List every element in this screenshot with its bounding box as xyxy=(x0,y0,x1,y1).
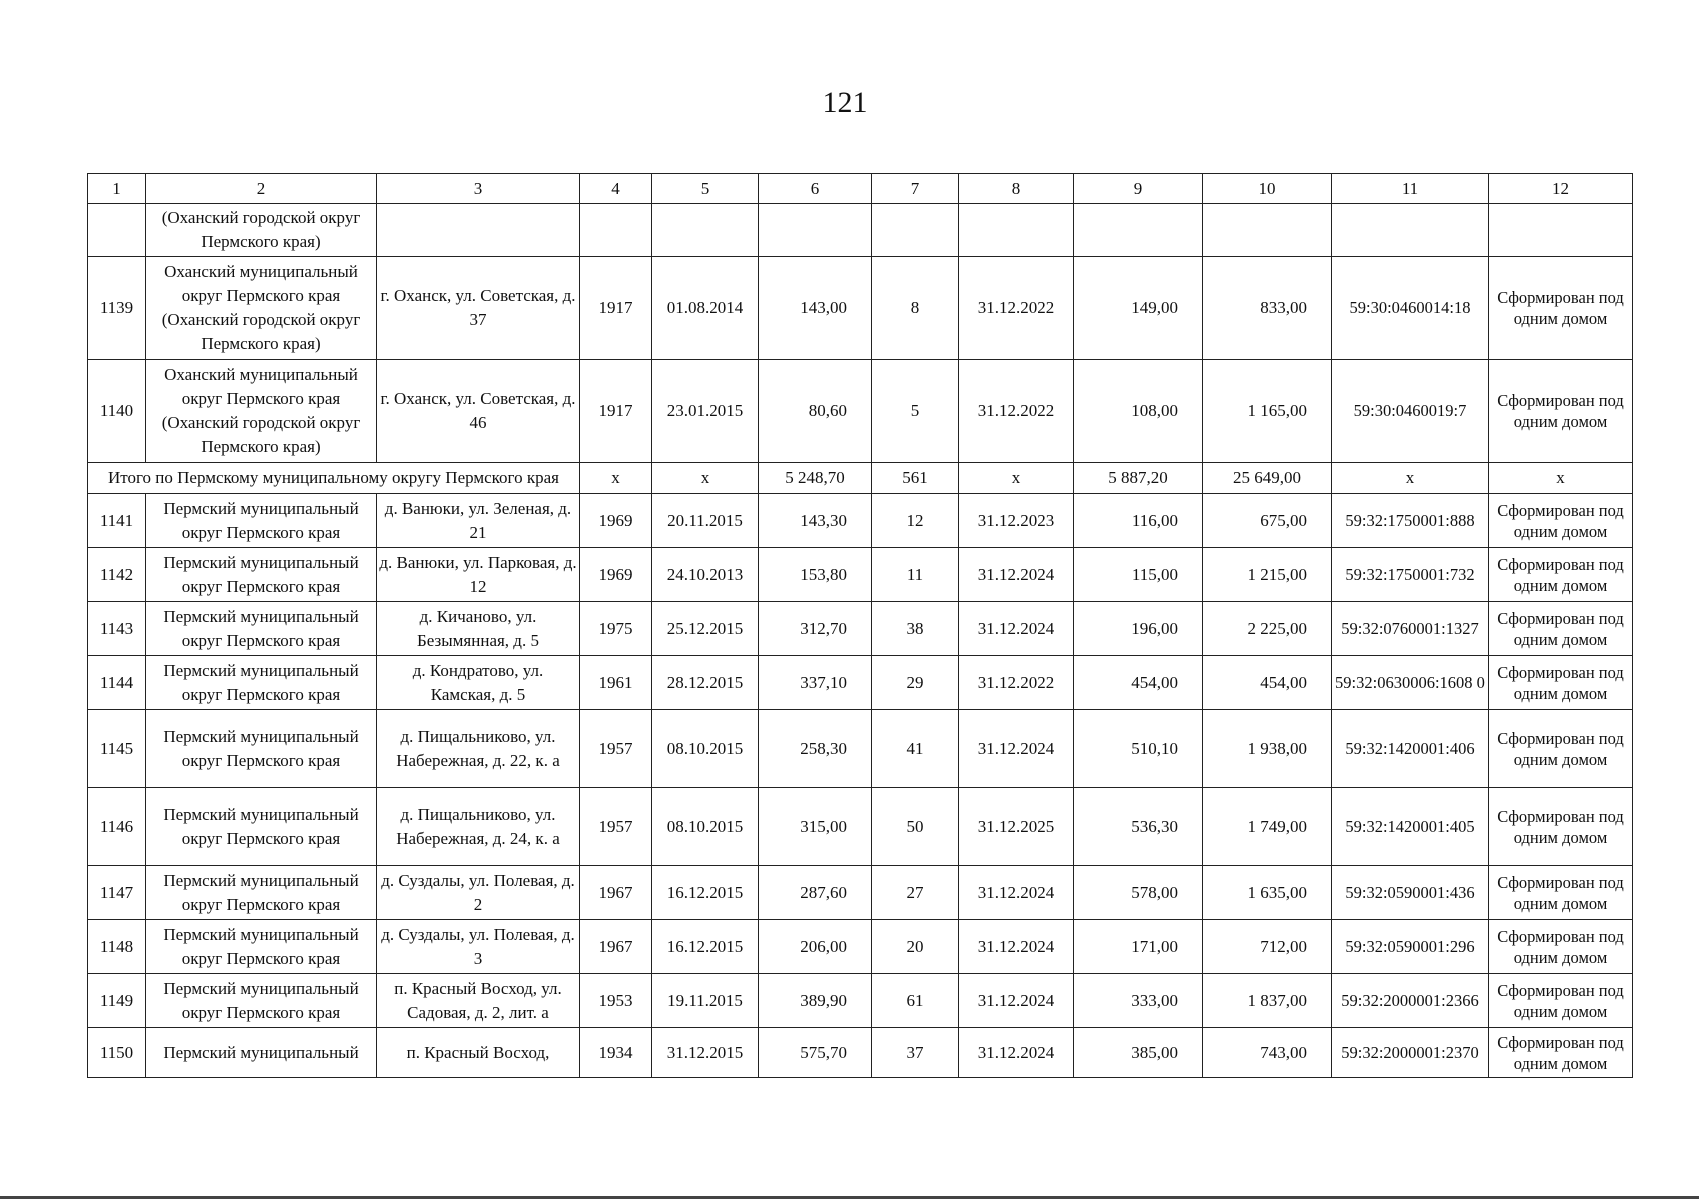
col9-cell: 510,10 xyxy=(1074,710,1203,788)
cadastre-cell: 59:30:0460019:7 xyxy=(1332,360,1489,463)
date-cell: 08.10.2015 xyxy=(652,788,759,866)
col9-cell: 171,00 xyxy=(1074,920,1203,974)
area-cell: 315,00 xyxy=(759,788,872,866)
header-cell: 2 xyxy=(146,174,377,204)
year-cell: 1934 xyxy=(580,1028,652,1078)
status-cell: Сформирован под одним домом xyxy=(1489,974,1633,1028)
owner-cell: Пермский муниципальный округ Пермского края xyxy=(146,602,377,656)
cadastre-cell: 59:32:1420001:405 xyxy=(1332,788,1489,866)
residents-cell: 38 xyxy=(872,602,959,656)
header-cell: 1 xyxy=(88,174,146,204)
row-number-cell: 1143 xyxy=(88,602,146,656)
cadastre-cell: 59:32:2000001:2370 xyxy=(1332,1028,1489,1078)
residents-cell: 11 xyxy=(872,548,959,602)
status-cell: Сформирован под одним домом xyxy=(1489,494,1633,548)
date-cell: 19.11.2015 xyxy=(652,974,759,1028)
total-cell: x xyxy=(1332,463,1489,494)
deadline-cell: 31.12.2024 xyxy=(959,710,1074,788)
header-cell: 3 xyxy=(377,174,580,204)
continuation-row xyxy=(88,204,1633,257)
header-cell: 6 xyxy=(759,174,872,204)
cadastre-cell: 59:32:1420001:406 xyxy=(1332,710,1489,788)
year-cell: 1967 xyxy=(580,920,652,974)
total-label: Итого по Пермскому муниципальному округу Пермского края xyxy=(88,463,580,494)
col9-cell: 454,00 xyxy=(1074,656,1203,710)
status-cell: Сформирован под одним домом xyxy=(1489,656,1633,710)
area-cell: 143,30 xyxy=(759,494,872,548)
col10-cell: 1 635,00 xyxy=(1203,866,1332,920)
header-cell: 9 xyxy=(1074,174,1203,204)
area-cell: 153,80 xyxy=(759,548,872,602)
area-cell: 80,60 xyxy=(759,360,872,463)
col10-cell: 1 837,00 xyxy=(1203,974,1332,1028)
address-cell: п. Красный Восход, ул. Садовая, д. 2, лит. а xyxy=(377,974,580,1028)
col10-cell: 454,00 xyxy=(1203,656,1332,710)
col9-cell: 385,00 xyxy=(1074,1028,1203,1078)
col10-cell: 1 165,00 xyxy=(1203,360,1332,463)
col9-cell: 108,00 xyxy=(1074,360,1203,463)
date-cell: 20.11.2015 xyxy=(652,494,759,548)
area-cell: 337,10 xyxy=(759,656,872,710)
cell-empty xyxy=(580,204,652,257)
row-number-cell: 1139 xyxy=(88,257,146,360)
table-row xyxy=(88,1028,1633,1078)
area-cell: 575,70 xyxy=(759,1028,872,1078)
cadastre-cell: 59:32:0590001:436 xyxy=(1332,866,1489,920)
residents-cell: 20 xyxy=(872,920,959,974)
cell-empty xyxy=(959,204,1074,257)
total-cell: x xyxy=(959,463,1074,494)
address-cell: д. Ванюки, ул. Парковая, д. 12 xyxy=(377,548,580,602)
col10-cell: 1 215,00 xyxy=(1203,548,1332,602)
address-cell: д. Суздалы, ул. Полевая, д. 2 xyxy=(377,866,580,920)
table-row xyxy=(88,866,1633,920)
cadastre-cell: 59:32:2000001:2366 xyxy=(1332,974,1489,1028)
cell-empty xyxy=(1074,204,1203,257)
row-number-cell: 1148 xyxy=(88,920,146,974)
scan-border-line xyxy=(0,1196,1699,1199)
year-cell: 1967 xyxy=(580,866,652,920)
total-cell: x xyxy=(1489,463,1633,494)
status-cell: Сформирован под одним домом xyxy=(1489,548,1633,602)
cadastre-cell: 59:32:1750001:732 xyxy=(1332,548,1489,602)
deadline-cell: 31.12.2024 xyxy=(959,1028,1074,1078)
year-cell: 1969 xyxy=(580,548,652,602)
col10-cell: 833,00 xyxy=(1203,257,1332,360)
row-number-cell: 1146 xyxy=(88,788,146,866)
col10-cell: 743,00 xyxy=(1203,1028,1332,1078)
col9-cell: 149,00 xyxy=(1074,257,1203,360)
row-number-cell: 1150 xyxy=(88,1028,146,1078)
table-row xyxy=(88,602,1633,656)
cell-empty xyxy=(1332,204,1489,257)
date-cell: 01.08.2014 xyxy=(652,257,759,360)
residents-cell: 5 xyxy=(872,360,959,463)
total-cell: 25 649,00 xyxy=(1203,463,1332,494)
owner-cell: Оханский муниципальный округ Пермского края (Оханский городской округ Пермского края) xyxy=(146,257,377,360)
owner-cell: Пермский муниципальный округ Пермского края xyxy=(146,974,377,1028)
col9-cell: 333,00 xyxy=(1074,974,1203,1028)
date-cell: 31.12.2015 xyxy=(652,1028,759,1078)
col9-cell: 536,30 xyxy=(1074,788,1203,866)
residents-cell: 27 xyxy=(872,866,959,920)
col9-cell: 115,00 xyxy=(1074,548,1203,602)
area-cell: 143,00 xyxy=(759,257,872,360)
table-row xyxy=(88,494,1633,548)
cell-empty xyxy=(1489,204,1633,257)
area-cell: 312,70 xyxy=(759,602,872,656)
owner-cell: Пермский муниципальный округ Пермского края xyxy=(146,788,377,866)
cadastre-cell: 59:32:0630006:1608 0 xyxy=(1332,656,1489,710)
total-cell: 561 xyxy=(872,463,959,494)
cadastre-cell: 59:32:0760001:1327 xyxy=(1332,602,1489,656)
table-row xyxy=(88,360,1633,463)
year-cell: 1975 xyxy=(580,602,652,656)
deadline-cell: 31.12.2024 xyxy=(959,602,1074,656)
row-number-cell: 1149 xyxy=(88,974,146,1028)
status-cell: Сформирован под одним домом xyxy=(1489,602,1633,656)
status-cell: Сформирован под одним домом xyxy=(1489,710,1633,788)
cell-empty xyxy=(377,204,580,257)
col10-cell: 1 749,00 xyxy=(1203,788,1332,866)
deadline-cell: 31.12.2025 xyxy=(959,788,1074,866)
table-row xyxy=(88,257,1633,360)
table-row xyxy=(88,710,1633,788)
residents-cell: 37 xyxy=(872,1028,959,1078)
year-cell: 1969 xyxy=(580,494,652,548)
residents-cell: 41 xyxy=(872,710,959,788)
header-cell: 12 xyxy=(1489,174,1633,204)
status-cell: Сформирован под одним домом xyxy=(1489,788,1633,866)
status-cell: Сформирован под одним домом xyxy=(1489,920,1633,974)
residents-cell: 8 xyxy=(872,257,959,360)
deadline-cell: 31.12.2024 xyxy=(959,866,1074,920)
total-cell: 5 248,70 xyxy=(759,463,872,494)
cell-empty xyxy=(1203,204,1332,257)
owner-cell: Пермский муниципальный округ Пермского края xyxy=(146,656,377,710)
address-cell: г. Оханск, ул. Советская, д. 37 xyxy=(377,257,580,360)
total-cell: x xyxy=(652,463,759,494)
col9-cell: 196,00 xyxy=(1074,602,1203,656)
total-row xyxy=(88,463,1633,494)
residents-cell: 12 xyxy=(872,494,959,548)
year-cell: 1957 xyxy=(580,710,652,788)
header-cell: 11 xyxy=(1332,174,1489,204)
status-cell: Сформирован под одним домом xyxy=(1489,360,1633,463)
date-cell: 16.12.2015 xyxy=(652,866,759,920)
header-cell: 8 xyxy=(959,174,1074,204)
year-cell: 1957 xyxy=(580,788,652,866)
total-cell: 5 887,20 xyxy=(1074,463,1203,494)
owner-cell: Пермский муниципальный xyxy=(146,1028,377,1078)
cadastre-cell: 59:32:0590001:296 xyxy=(1332,920,1489,974)
owner-cell: Пермский муниципальный округ Пермского края xyxy=(146,548,377,602)
date-cell: 23.01.2015 xyxy=(652,360,759,463)
col9-cell: 116,00 xyxy=(1074,494,1203,548)
deadline-cell: 31.12.2022 xyxy=(959,656,1074,710)
row-number-cell: 1141 xyxy=(88,494,146,548)
col10-cell: 2 225,00 xyxy=(1203,602,1332,656)
col10-cell: 712,00 xyxy=(1203,920,1332,974)
address-cell: д. Кичаново, ул. Безымянная, д. 5 xyxy=(377,602,580,656)
deadline-cell: 31.12.2024 xyxy=(959,974,1074,1028)
deadline-cell: 31.12.2022 xyxy=(959,257,1074,360)
owner-cell: Пермский муниципальный округ Пермского края xyxy=(146,920,377,974)
total-cell: x xyxy=(580,463,652,494)
header-row xyxy=(88,174,1633,204)
address-cell: д. Пищальниково, ул. Набережная, д. 22, к. а xyxy=(377,710,580,788)
year-cell: 1961 xyxy=(580,656,652,710)
address-cell: д. Суздалы, ул. Полевая, д. 3 xyxy=(377,920,580,974)
residents-cell: 29 xyxy=(872,656,959,710)
area-cell: 206,00 xyxy=(759,920,872,974)
col9-cell: 578,00 xyxy=(1074,866,1203,920)
status-cell: Сформирован под одним домом xyxy=(1489,257,1633,360)
table-row xyxy=(88,656,1633,710)
row-number-cell: 1144 xyxy=(88,656,146,710)
cell-empty xyxy=(872,204,959,257)
residents-cell: 61 xyxy=(872,974,959,1028)
table-row xyxy=(88,788,1633,866)
row-number-cell: 1140 xyxy=(88,360,146,463)
owner-cell: Пермский муниципальный округ Пермского края xyxy=(146,710,377,788)
row-number-cell: 1142 xyxy=(88,548,146,602)
row-number-cell: 1147 xyxy=(88,866,146,920)
status-cell: Сформирован под одним домом xyxy=(1489,866,1633,920)
table-row xyxy=(88,548,1633,602)
area-cell: 258,30 xyxy=(759,710,872,788)
address-cell: д. Кондратово, ул. Камская, д. 5 xyxy=(377,656,580,710)
deadline-cell: 31.12.2024 xyxy=(959,548,1074,602)
address-cell: д. Пищальниково, ул. Набережная, д. 24, к. а xyxy=(377,788,580,866)
owner-cell: (Оханский городской округ Пермского края) xyxy=(146,204,377,257)
owner-cell: Пермский муниципальный округ Пермского края xyxy=(146,494,377,548)
col10-cell: 675,00 xyxy=(1203,494,1332,548)
header-cell: 5 xyxy=(652,174,759,204)
cadastre-cell: 59:30:0460014:18 xyxy=(1332,257,1489,360)
header-cell: 7 xyxy=(872,174,959,204)
row-number-cell: 1145 xyxy=(88,710,146,788)
cell-empty xyxy=(88,204,146,257)
address-cell: г. Оханск, ул. Советская, д. 46 xyxy=(377,360,580,463)
date-cell: 25.12.2015 xyxy=(652,602,759,656)
cadastre-cell: 59:32:1750001:888 xyxy=(1332,494,1489,548)
deadline-cell: 31.12.2022 xyxy=(959,360,1074,463)
cell-empty xyxy=(759,204,872,257)
cell-empty xyxy=(652,204,759,257)
date-cell: 24.10.2013 xyxy=(652,548,759,602)
col10-cell: 1 938,00 xyxy=(1203,710,1332,788)
deadline-cell: 31.12.2024 xyxy=(959,920,1074,974)
area-cell: 389,90 xyxy=(759,974,872,1028)
table-row xyxy=(88,974,1633,1028)
page-number: 121 xyxy=(822,86,868,119)
address-cell: п. Красный Восход, xyxy=(377,1028,580,1078)
header-cell: 4 xyxy=(580,174,652,204)
table-row xyxy=(88,920,1633,974)
year-cell: 1917 xyxy=(580,257,652,360)
header-cell: 10 xyxy=(1203,174,1332,204)
residents-cell: 50 xyxy=(872,788,959,866)
housing-table xyxy=(87,173,1633,1078)
date-cell: 28.12.2015 xyxy=(652,656,759,710)
area-cell: 287,60 xyxy=(759,866,872,920)
status-cell: Сформирован под одним домом xyxy=(1489,1028,1633,1078)
address-cell: д. Ванюки, ул. Зеленая, д. 21 xyxy=(377,494,580,548)
date-cell: 08.10.2015 xyxy=(652,710,759,788)
year-cell: 1953 xyxy=(580,974,652,1028)
owner-cell: Оханский муниципальный округ Пермского края (Оханский городской округ Пермского края) xyxy=(146,360,377,463)
year-cell: 1917 xyxy=(580,360,652,463)
owner-cell: Пермский муниципальный округ Пермского края xyxy=(146,866,377,920)
deadline-cell: 31.12.2023 xyxy=(959,494,1074,548)
date-cell: 16.12.2015 xyxy=(652,920,759,974)
